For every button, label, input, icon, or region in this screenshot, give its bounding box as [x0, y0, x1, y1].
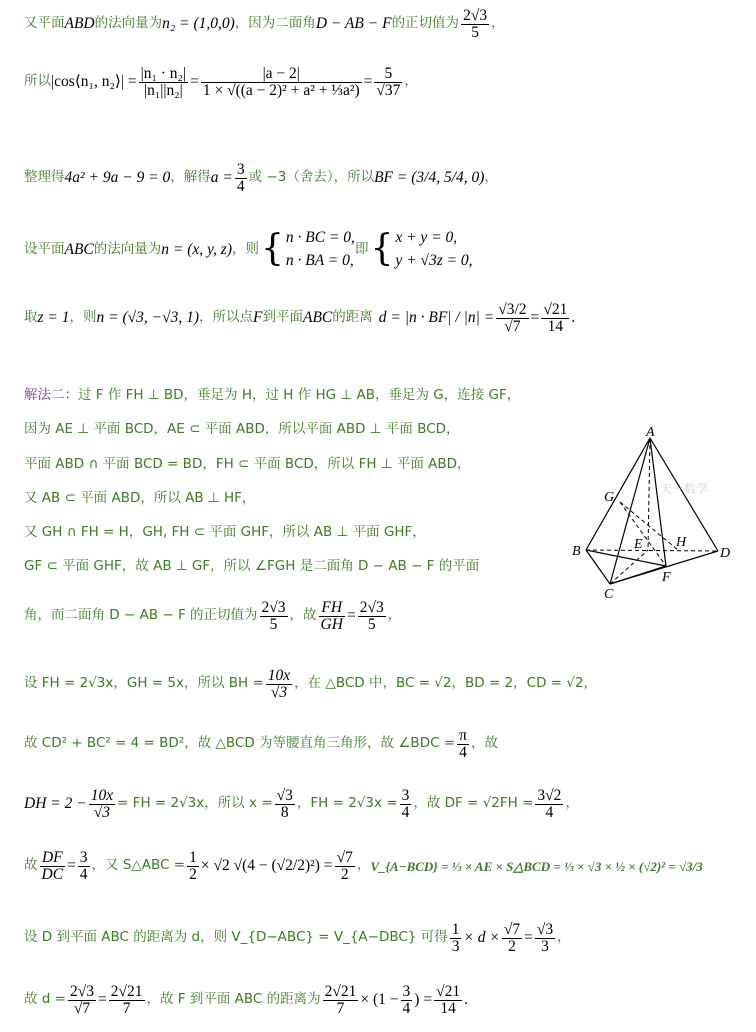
math: × √2 √(4 − (√2/2)²) = [200, 857, 333, 875]
label-D: D [720, 546, 731, 561]
label-G: G [604, 490, 615, 505]
denominator: 4 [459, 743, 467, 761]
volume-note: V_{A−BCD} = ⅓ × AE × S△BCD = ⅓ × √3 × ½ × (√2)² = √3/3 [370, 858, 703, 874]
text: 设 FH = 2√3x，GH = 5x，所以 BH = [24, 675, 264, 692]
text: 故 [24, 857, 38, 874]
denominator: √3 [93, 803, 111, 821]
line-9: 又 AB ⊂ 平面 ABD，所以 AB ⊥ HF， [24, 490, 256, 506]
math: ABC [64, 240, 94, 258]
text: ，故 F 到平面 ABC 的距离为 [146, 991, 321, 1008]
fraction [323, 984, 359, 1016]
text: ，解得 [170, 169, 211, 186]
numerator: π [459, 727, 467, 744]
numerator: √7 [336, 849, 353, 866]
text: ，则 [232, 240, 259, 257]
text: = FH = 2√3x，所以 x = [117, 795, 273, 812]
fraction [40, 850, 66, 882]
numerator: 3√2 [537, 787, 562, 804]
numerator: |a − 2| [201, 66, 362, 83]
fraction [260, 600, 288, 632]
math: n = (√3, −√3, 1) [96, 309, 200, 327]
denominator: 4 [401, 803, 410, 821]
numerator: 10x [267, 667, 291, 684]
text: 角，而二面角 D − AB − F 的正切值为 [24, 607, 258, 624]
text: 整理得 [24, 169, 65, 186]
equation: n · BC = 0, [285, 229, 355, 246]
text: 过 F 作 FH ⊥ BD，垂足为 H，过 H 作 HG ⊥ AB，垂足为 G，连接 GF， [78, 387, 521, 403]
numerator: |n₁ · n₂| [140, 65, 187, 82]
text: 又平面 [24, 15, 65, 32]
denominator: 4 [236, 177, 245, 195]
text: ，又 S△ABC = [91, 857, 186, 874]
line-13 [24, 668, 597, 700]
equation-system [395, 226, 472, 273]
denominator: √7 [504, 317, 521, 335]
text: 的距离 [332, 309, 373, 326]
equation: x + y = 0, [395, 229, 458, 246]
numerator: 2√3 [69, 983, 94, 1000]
text: 设 D 到平面 ABC 的距离为 d，则 V_{D−ABC} = V_{A−DBC} 可得 [24, 929, 448, 946]
text: ，故 DF = √2FH = [413, 795, 534, 812]
denominator: 5 [471, 23, 479, 41]
numerator: 2√3 [359, 599, 384, 616]
label-A: A [646, 425, 655, 440]
numerator: √21 [543, 301, 568, 318]
text: ，故 [289, 607, 317, 624]
line-11: GF ⊂ 平面 GHF，故 AB ⊥ GF，所以 ∠FGH 是二面角 D − AB − F 的平面 [24, 558, 480, 574]
numerator: 2√21 [324, 983, 357, 1000]
denominator: 14 [547, 317, 564, 335]
fraction [457, 728, 469, 760]
fraction [400, 788, 412, 820]
fraction [541, 302, 569, 334]
denominator: DC [41, 865, 64, 883]
text: ，FH = 2√3x = [296, 795, 398, 812]
numerator: √7 [503, 921, 521, 938]
math: DH = 2 − [24, 795, 87, 813]
math: a = [210, 169, 233, 187]
math: d = |n · BF| / |n| = [378, 309, 495, 327]
line-12: 角，而二面角 D − AB − F 的正切值为 $\frac{2√3}{5}$ ，故 $\frac{FH}{GH}$ = $\frac{2√3}{5}$ ， [24, 599, 402, 633]
text: 取 [24, 309, 38, 326]
math: |cos⟨n₁, n₂⟩| = [51, 73, 137, 91]
numerator: 2√21 [110, 983, 143, 1000]
line-1: 又平面 ABD 的法向量为 n₂ = (1,0,0) ，因为二面角 D − AB − F 的正切值为 $\frac{2√3}{5}$ ， [24, 7, 505, 41]
label-F: F [662, 570, 671, 585]
equation: y + √3z = 0, [395, 252, 473, 270]
text: 故 CD² + BC² = 4 = BD²，故 △BCD 为等腰直角三角形，故 ∠BDC = [24, 735, 456, 752]
equation-system [286, 226, 355, 273]
fraction [275, 788, 295, 820]
watermark: 天一数学 [660, 482, 709, 496]
math: F [253, 309, 263, 327]
line-17: 设 D 到平面 ABC 的距离为 d，则 V_{D−ABC} = V_{A−DBC} 可得 $\frac{1}{3}$ × d × $\frac{√7}{2}$ = $\frac{√3}{3}$ ， [24, 921, 571, 955]
text: ，则 [69, 309, 97, 326]
math: D − AB − F [315, 15, 392, 33]
text: 到平面 [262, 309, 303, 326]
line-15: DH = 2 − $\frac{10x}{√3}$ = FH = 2√3x，所以 x = $\frac{√3}{8}$ ，FH = 2√3x = $\frac{3}{4}$ ，故 DF = √2FH = $\frac{3√2}{4}$ ， [24, 787, 579, 821]
label-H: H [676, 535, 687, 550]
fraction [461, 8, 489, 40]
fraction [358, 600, 386, 632]
math: n₂ = (1,0,0) [162, 15, 235, 33]
numerator: 3 [401, 787, 410, 804]
denominator: 4 [402, 999, 411, 1017]
fraction [235, 162, 247, 194]
line-10: 又 GH ∩ FH = H，GH, FH ⊂ 平面 GHF，所以 AB ⊥ 平面 GHF， [24, 524, 426, 540]
fraction [68, 984, 96, 1016]
denominator: 7 [336, 999, 345, 1017]
line-16: 故 $\frac{DF}{DC}$ = $\frac{3}{4}$ ，又 S△ABC = $\frac{1}{2}$ × √2 √(4 − (√2/2)²) = $\frac{√7}{2}$ ， V_{A−BCD} = ⅓ × AE × S△BCD = ⅓ × √3 × ½ × (√2)² = √3/3 [24, 849, 703, 883]
fraction [535, 788, 563, 820]
math: z = 1 [37, 309, 70, 327]
fraction: $\frac{1}{2}$ [189, 849, 197, 883]
math: = [67, 857, 76, 875]
text: 设平面 [24, 240, 65, 257]
line-4: 设平面 ABC 的法向量为 n = (x, y, z) ，则 { n · BC = 0, n · BA = 0, 即 { x + y = 0, y + √3z = 0, [24, 226, 473, 273]
math: ABC [302, 309, 333, 327]
numerator: √21 [436, 983, 461, 1000]
denominator: 7 [122, 999, 131, 1017]
fraction [78, 850, 90, 882]
numerator: DF [40, 850, 66, 867]
line-14 [24, 728, 498, 760]
denominator: √3 [270, 683, 288, 701]
text: 或 −3（舍去），所以 [248, 169, 375, 186]
label-B: B [572, 544, 581, 559]
math: BF = (3/4, 5/4, 0) [374, 169, 485, 187]
fraction [502, 922, 522, 954]
numerator: 2√3 [261, 599, 286, 616]
numerator: √3 [276, 787, 293, 804]
fraction [496, 302, 528, 334]
math: × (1 − [360, 991, 399, 1009]
text: 的正切值为 [391, 15, 460, 32]
numerator: 3 [79, 849, 88, 866]
denominator: 2 [508, 937, 516, 955]
numerator: 10x [90, 787, 114, 804]
numerator: FH [319, 600, 345, 617]
numerator: 3 [402, 983, 411, 1000]
numerator: 5 [374, 66, 402, 83]
text: ，在 △BCD 中，BC = √2，BD = 2，CD = √2， [294, 675, 598, 692]
text: 故 d = [24, 991, 66, 1008]
fraction [434, 984, 462, 1016]
numerator: 3 [236, 161, 245, 178]
numerator: √3/2 [498, 301, 527, 318]
fraction: $\frac{√3}{3}$ [536, 921, 554, 955]
fraction [319, 600, 345, 632]
pyramid-figure [568, 424, 748, 604]
fraction [266, 668, 292, 700]
fraction [109, 984, 145, 1016]
fraction [401, 984, 413, 1016]
text: 的法向量为 [93, 240, 162, 257]
fraction [374, 66, 402, 98]
denominator: 5 [269, 615, 278, 633]
fraction [139, 66, 188, 98]
line-8: 平面 ABD ∩ 平面 BCD = BD，FH ⊂ 平面 BCD，所以 FH ⊥ 平面 ABD， [24, 456, 471, 472]
math: ) = [414, 991, 433, 1009]
fraction: $\frac{1}{3}$ [451, 921, 460, 955]
text: 所以 [24, 73, 51, 90]
denominator: 8 [280, 803, 289, 821]
math: ABD [64, 15, 95, 33]
line-6 [24, 388, 520, 403]
line-5: 取 z = 1 ，则 n = (√3, −√3, 1) ，所以点 F 到平面 ABC 的距离 d = |n · BF| / |n| = $\frac{√3/2}{√7}$ = $\frac{√21}{14}$ . [24, 301, 576, 335]
denominator: 5 [367, 615, 376, 633]
math: n = (x, y, z) [161, 240, 232, 258]
text: 的法向量为 [94, 15, 163, 32]
denominator: 4 [545, 803, 554, 821]
numerator: 2√3 [463, 7, 488, 24]
text: 即 [354, 240, 369, 257]
math: 4a² + 9a − 9 = 0 [64, 169, 171, 187]
fraction [89, 788, 115, 820]
equation: n · BA = 0, [285, 252, 354, 270]
denominator: 2 [340, 865, 349, 883]
text: ，所以点 [199, 309, 254, 326]
denominator: √7 [73, 999, 91, 1017]
denominator: 14 [440, 999, 456, 1017]
math: × d × [463, 929, 500, 947]
line-7: 因为 AE ⊥ 平面 BCD，AE ⊂ 平面 ABD，所以平面 ABD ⊥ 平面 BCD， [24, 421, 460, 437]
denominator: 1 × √((a − 2)² + a² + ⅓a²) [202, 81, 360, 99]
text: ，因为二面角 [234, 15, 316, 32]
denominator: |n₁||n₂| [143, 81, 183, 99]
label-E: E [634, 537, 643, 552]
denominator: √37 [376, 81, 401, 99]
fraction [201, 66, 362, 98]
line-2: 所以 |cos⟨n₁, n₂⟩| = $\frac{\text{|n₁ · n₂|}}{\text{|n₁||n₂|}}$ = $\frac{|a - 2|}{\text{1 × √((a − 2)² + a² + ⅓a²)}}$ = $\frac{5}{√37}$ ， [24, 65, 418, 99]
fraction [335, 850, 355, 882]
method-heading: 解法二： [24, 387, 78, 403]
text: ，故 [470, 735, 498, 752]
denominator: 4 [79, 865, 88, 883]
denominator: GH [320, 615, 343, 633]
line-18: 故 d = $\frac{2√3}{√7}$ = $\frac{2√21}{7}$ ，故 F 到平面 ABC 的距离为 $\frac{2√21}{7}$ × (1 − $\frac{3}{4}$ ) = $\frac{√21}{14}$ . [24, 983, 468, 1017]
label-C: C [604, 587, 614, 602]
line-3: 整理得 4a² + 9a − 9 = 0 ，解得 a = $\frac{3}{4}$ 或 −3（舍去），所以 BF = (3/4, 5/4, 0) ， [24, 161, 498, 195]
